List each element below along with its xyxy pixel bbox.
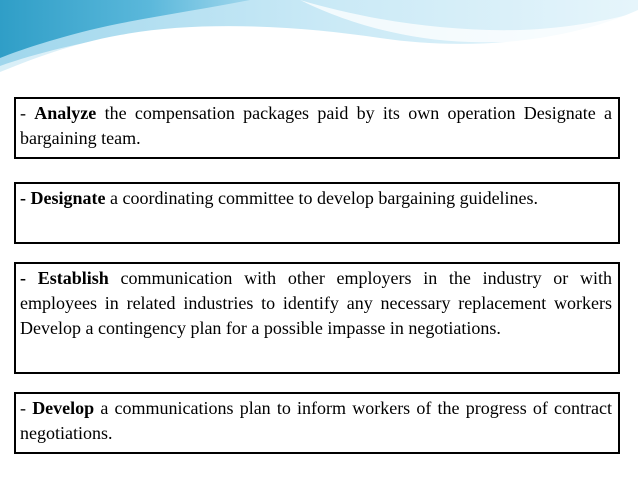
item-prefix: -	[20, 268, 38, 288]
text-box-designate	[14, 182, 620, 244]
header-wave-decoration	[0, 0, 638, 80]
item-text: the compensation packages paid by its own operation Designate a bargaining team.	[20, 103, 612, 148]
text-box-analyze	[14, 97, 620, 159]
item-keyword: Establish	[37, 268, 109, 288]
item-keyword: Develop	[32, 398, 95, 418]
item-keyword: Designate	[30, 188, 106, 208]
item-prefix: -	[20, 103, 35, 123]
text-box-establish	[14, 262, 620, 374]
item-keyword: Analyze	[34, 103, 97, 123]
text-box-develop	[14, 392, 620, 454]
item-prefix: -	[20, 188, 31, 208]
item-prefix: -	[20, 398, 33, 418]
item-text: a coordinating committee to develop bargaining guidelines.	[105, 188, 539, 208]
item-text: communication with other employers in the industry or with employees in related industries to identify any necessary replacement workers Develop a contingency plan for a possible impasse in negotiations.	[20, 268, 612, 338]
item-text: a communications plan to inform workers of the progress of contract negotiations.	[20, 398, 613, 443]
